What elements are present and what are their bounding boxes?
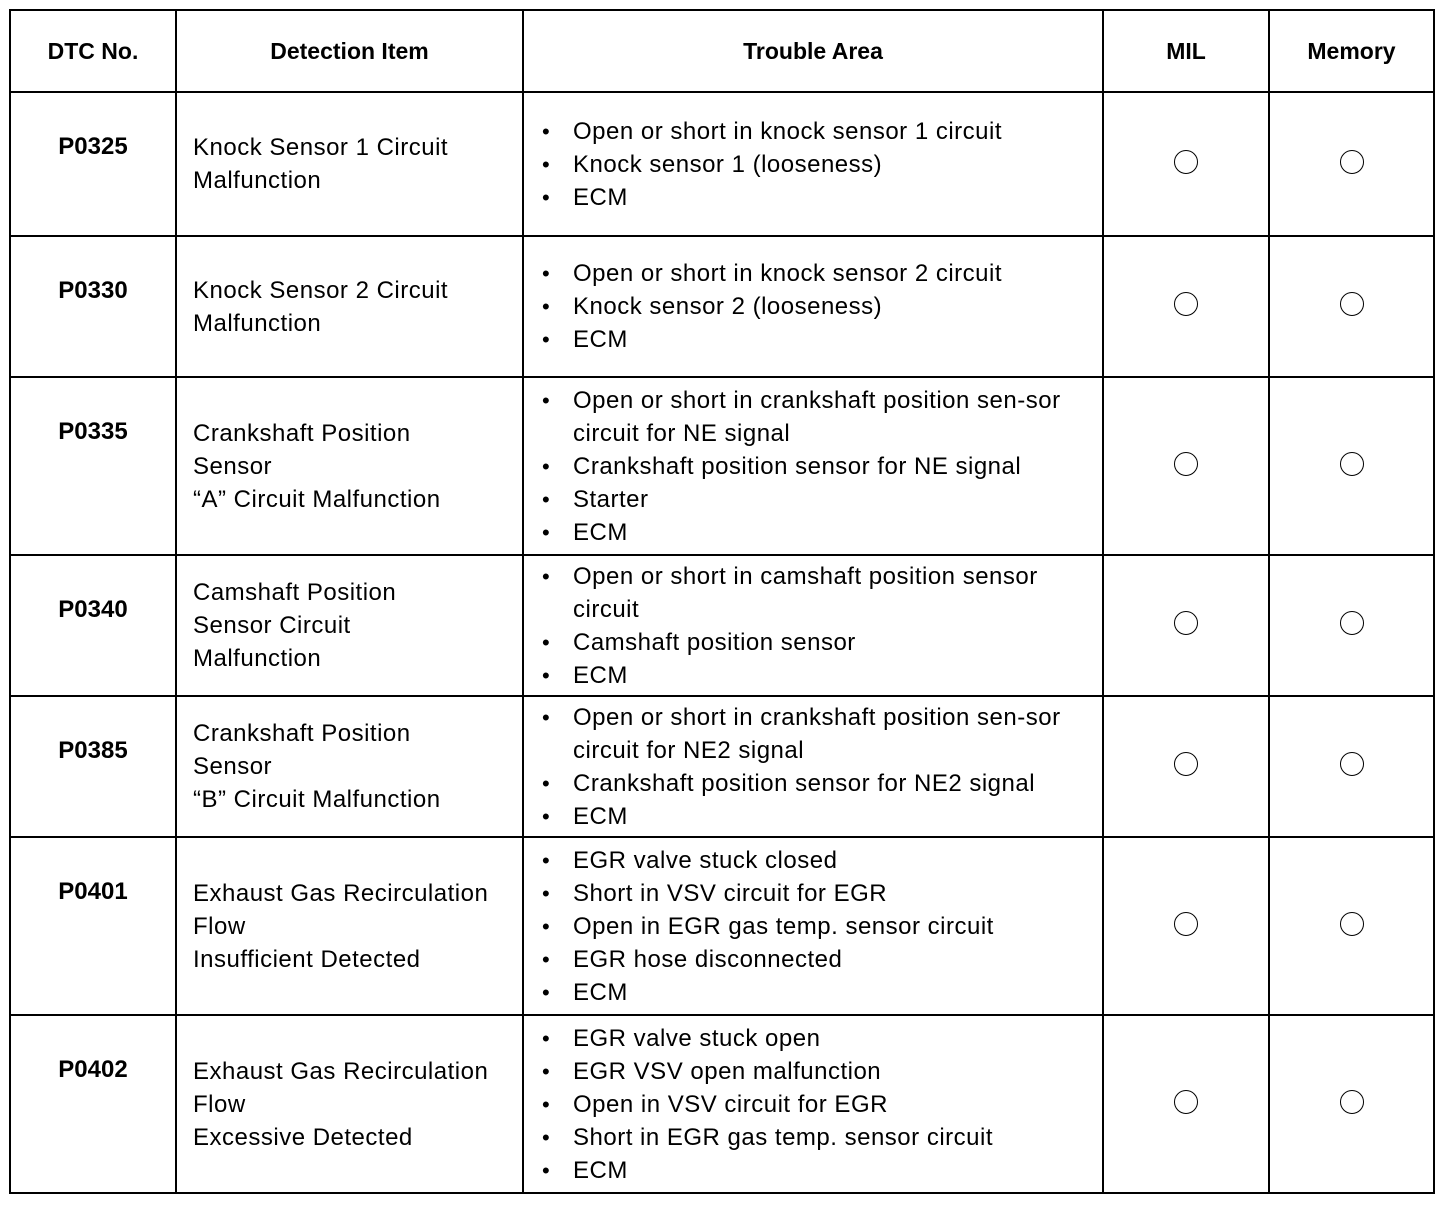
memory-circle-icon bbox=[1340, 912, 1364, 936]
mil-cell bbox=[1103, 1015, 1269, 1193]
table-row bbox=[10, 837, 1434, 1015]
trouble-area-item: • Camshaft position sensor bbox=[542, 626, 1102, 659]
mil-cell bbox=[1103, 92, 1269, 236]
trouble-area-item: • Starter bbox=[542, 483, 1102, 516]
mil-circle-icon bbox=[1174, 150, 1198, 174]
detection-item-cell bbox=[176, 1015, 523, 1193]
trouble-area-item: • ECM bbox=[542, 659, 1102, 692]
memory-cell bbox=[1269, 236, 1434, 377]
detection-item-line: Camshaft Position bbox=[193, 579, 397, 606]
trouble-area-item: • ECM bbox=[542, 323, 1102, 356]
detection-item-line: Crankshaft Position bbox=[193, 419, 411, 447]
detection-item-line: Sensor Circuit bbox=[193, 612, 351, 639]
detection-item-cell bbox=[176, 555, 523, 696]
trouble-area-item: • Knock sensor 1 (looseness) bbox=[542, 148, 1102, 181]
dtc-code: P0401 bbox=[58, 878, 128, 905]
detection-item-line: “A” Circuit Malfunction bbox=[193, 485, 441, 513]
trouble-area-list bbox=[542, 560, 1102, 692]
dtc-code: P0402 bbox=[58, 1056, 128, 1083]
table-row bbox=[10, 377, 1434, 555]
dtc-code-cell bbox=[10, 1015, 176, 1193]
trouble-area-list bbox=[542, 257, 1102, 356]
memory-circle-icon bbox=[1340, 292, 1364, 316]
trouble-area-item: • Open or short in crankshaft position sen-sor circuit for NE2 signal bbox=[542, 701, 1102, 767]
mil-circle-icon bbox=[1174, 912, 1198, 936]
dtc-code-cell bbox=[10, 377, 176, 555]
trouble-area-item: • EGR valve stuck open bbox=[542, 1022, 1102, 1055]
mil-cell bbox=[1103, 377, 1269, 555]
trouble-area-item: • ECM bbox=[542, 800, 1102, 833]
mil-cell bbox=[1103, 555, 1269, 696]
dtc-code: P0385 bbox=[58, 737, 128, 764]
detection-item-line: Flow bbox=[193, 1090, 246, 1118]
trouble-area-item: • Open or short in crankshaft position sen-sor circuit for NE signal bbox=[542, 384, 1102, 450]
memory-circle-icon bbox=[1340, 752, 1364, 776]
trouble-area-item: • Crankshaft position sensor for NE signal bbox=[542, 450, 1102, 483]
detection-item-line: Knock Sensor 2 Circuit bbox=[193, 276, 449, 304]
header-trouble-area: Trouble Area bbox=[523, 10, 1103, 92]
trouble-area-cell bbox=[523, 837, 1103, 1015]
header-dtc: DTC No. bbox=[10, 10, 176, 92]
trouble-area-item: • EGR VSV open malfunction bbox=[542, 1055, 1102, 1088]
trouble-area-item: • ECM bbox=[542, 181, 1102, 214]
trouble-area-list bbox=[542, 1022, 1102, 1187]
detection-item-line: Crankshaft Position bbox=[193, 720, 411, 747]
mil-cell bbox=[1103, 837, 1269, 1015]
trouble-area-cell bbox=[523, 555, 1103, 696]
trouble-area-item: • Open or short in knock sensor 2 circuit bbox=[542, 257, 1102, 290]
detection-item-line: “B” Circuit Malfunction bbox=[193, 786, 441, 813]
dtc-table bbox=[9, 9, 1435, 1194]
detection-item-cell bbox=[176, 236, 523, 377]
memory-cell bbox=[1269, 555, 1434, 696]
trouble-area-cell bbox=[523, 696, 1103, 837]
detection-item-cell bbox=[176, 837, 523, 1015]
trouble-area-item: • Knock sensor 2 (looseness) bbox=[542, 290, 1102, 323]
mil-cell bbox=[1103, 236, 1269, 377]
trouble-area-item: • Open or short in knock sensor 1 circuit bbox=[542, 115, 1102, 148]
mil-circle-icon bbox=[1174, 1090, 1198, 1114]
mil-circle-icon bbox=[1174, 611, 1198, 635]
memory-circle-icon bbox=[1340, 150, 1364, 174]
dtc-code-cell bbox=[10, 555, 176, 696]
detection-item-cell bbox=[176, 377, 523, 555]
trouble-area-item: • EGR hose disconnected bbox=[542, 943, 1102, 976]
header-detection-item: Detection Item bbox=[176, 10, 523, 92]
header-row bbox=[10, 10, 1434, 92]
mil-circle-icon bbox=[1174, 452, 1198, 476]
detection-item-line: Flow bbox=[193, 912, 246, 940]
detection-item-line: Insufficient Detected bbox=[193, 945, 421, 973]
header-mil: MIL bbox=[1103, 10, 1269, 92]
detection-item-line: Malfunction bbox=[193, 167, 322, 194]
trouble-area-cell bbox=[523, 377, 1103, 555]
dtc-code-cell bbox=[10, 696, 176, 837]
table-row bbox=[10, 92, 1434, 236]
dtc-code: P0325 bbox=[58, 133, 128, 160]
trouble-area-cell bbox=[523, 92, 1103, 236]
memory-cell bbox=[1269, 92, 1434, 236]
dtc-code-cell bbox=[10, 837, 176, 1015]
trouble-area-item: • Open in VSV circuit for EGR bbox=[542, 1088, 1102, 1121]
trouble-area-item: • EGR valve stuck closed bbox=[542, 844, 1102, 877]
detection-item-line: Sensor bbox=[193, 753, 273, 780]
dtc-code: P0340 bbox=[58, 596, 128, 623]
trouble-area-item: • Open in EGR gas temp. sensor circuit bbox=[542, 910, 1102, 943]
trouble-area-item: • ECM bbox=[542, 976, 1102, 1009]
dtc-code-cell bbox=[10, 236, 176, 377]
detection-item-line: Malfunction bbox=[193, 645, 322, 672]
trouble-area-item: • ECM bbox=[542, 516, 1102, 549]
memory-cell bbox=[1269, 696, 1434, 837]
detection-item-line: Excessive Detected bbox=[193, 1123, 413, 1151]
detection-item-line: Exhaust Gas Recirculation bbox=[193, 879, 489, 907]
table-row bbox=[10, 236, 1434, 377]
memory-circle-icon bbox=[1340, 1090, 1364, 1114]
trouble-area-list bbox=[542, 384, 1102, 549]
detection-item-cell bbox=[176, 92, 523, 236]
trouble-area-item: • Short in EGR gas temp. sensor circuit bbox=[542, 1121, 1102, 1154]
trouble-area-item: • ECM bbox=[542, 1154, 1102, 1187]
dtc-code: P0330 bbox=[58, 277, 128, 304]
trouble-area-item: • Crankshaft position sensor for NE2 signal bbox=[542, 767, 1102, 800]
memory-cell bbox=[1269, 837, 1434, 1015]
mil-cell bbox=[1103, 696, 1269, 837]
trouble-area-item: • Open or short in camshaft position sensor circuit bbox=[542, 560, 1102, 626]
trouble-area-cell bbox=[523, 236, 1103, 377]
dtc-code: P0335 bbox=[58, 418, 128, 445]
dtc-code-cell bbox=[10, 92, 176, 236]
mil-circle-icon bbox=[1174, 752, 1198, 776]
detection-item-line: Exhaust Gas Recirculation bbox=[193, 1057, 489, 1085]
mil-circle-icon bbox=[1174, 292, 1198, 316]
detection-item-line: Malfunction bbox=[193, 309, 322, 337]
table-row bbox=[10, 696, 1434, 837]
memory-cell bbox=[1269, 377, 1434, 555]
trouble-area-list bbox=[542, 701, 1102, 833]
memory-cell bbox=[1269, 1015, 1434, 1193]
header-memory: Memory bbox=[1269, 10, 1434, 92]
memory-circle-icon bbox=[1340, 611, 1364, 635]
trouble-area-item: • Short in VSV circuit for EGR bbox=[542, 877, 1102, 910]
table-row bbox=[10, 1015, 1434, 1193]
detection-item-cell bbox=[176, 696, 523, 837]
trouble-area-list bbox=[542, 115, 1102, 214]
table-row bbox=[10, 555, 1434, 696]
trouble-area-cell bbox=[523, 1015, 1103, 1193]
trouble-area-list bbox=[542, 844, 1102, 1009]
detection-item-line: Sensor bbox=[193, 452, 273, 480]
memory-circle-icon bbox=[1340, 452, 1364, 476]
detection-item-line: Knock Sensor 1 Circuit bbox=[193, 134, 449, 161]
